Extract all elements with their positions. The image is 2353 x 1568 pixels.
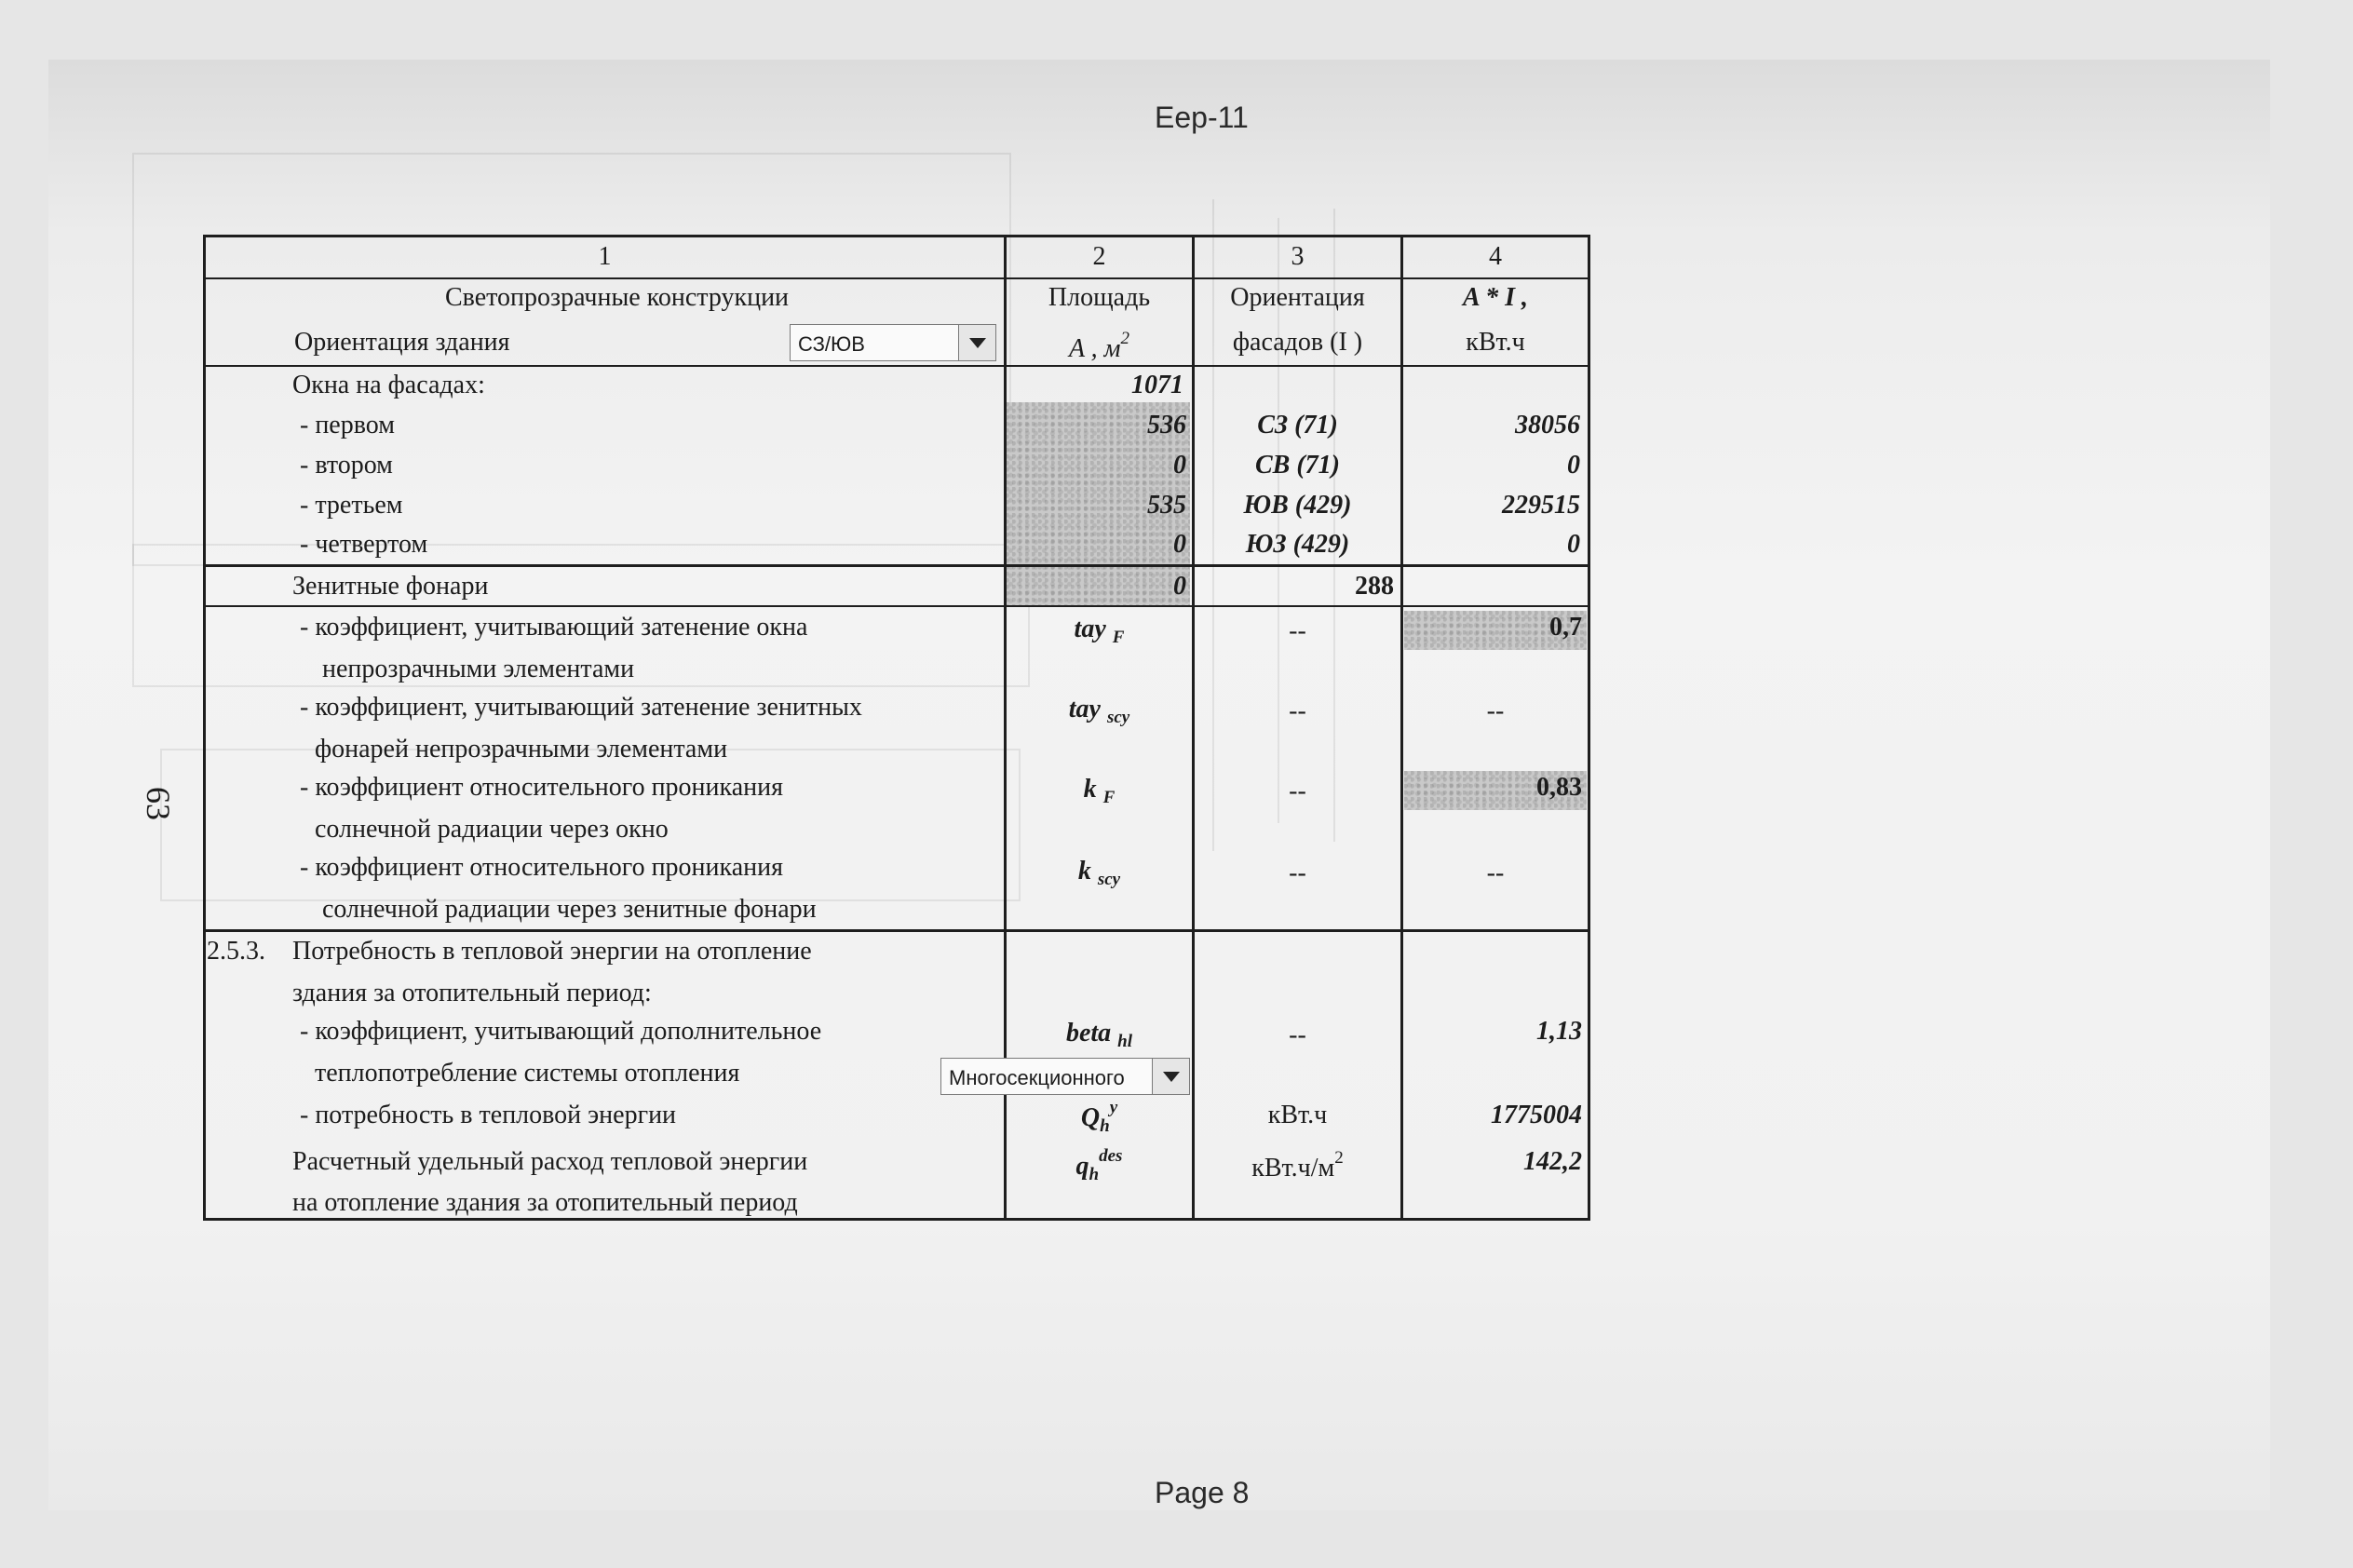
specific-line1: Расчетный удельный расход тепловой энергии — [292, 1147, 808, 1176]
header-facades: фасадов (I ) — [1232, 328, 1363, 357]
section-number: 2.5.3. — [207, 937, 265, 966]
header-kwh: кВт.ч — [1466, 328, 1525, 357]
window-row-ai: 0 — [1567, 530, 1580, 559]
beta-dash: -- — [1289, 1021, 1306, 1049]
windows-label: Окна на фасадах: — [292, 371, 485, 399]
coef-k-scy-value: -- — [1486, 858, 1505, 887]
window-row-ai: 229515 — [1502, 491, 1580, 520]
specific-value: 142,2 — [1523, 1147, 1582, 1176]
header-translucent-structures: Светопрозрачные конструкции — [445, 283, 790, 312]
coef-k-f-line2: солнечной радиации через окно — [315, 815, 669, 844]
window-row-label: - первом — [300, 411, 395, 439]
coef-k-scy-line1: - коэффициент относительного проникания — [300, 853, 783, 882]
col-number-4: 4 — [1489, 242, 1502, 271]
side-page-mark: 63 — [140, 787, 177, 820]
coef-tay-scy-line2: фонарей непрозрачными элементами — [315, 735, 728, 764]
coef-tay-scy-dash: -- — [1289, 696, 1306, 725]
chevron-down-icon[interactable] — [1152, 1059, 1189, 1094]
heating-system-select-value: Многосекционного — [949, 1066, 1125, 1089]
header-area: Площадь — [1048, 283, 1151, 312]
section-title-line1: Потребность в тепловой энергии на отопление — [292, 937, 812, 966]
coef-tay-f-line2: непрозрачными элементами — [322, 655, 635, 683]
header-orientation: Ориентация — [1230, 283, 1365, 312]
coef-tay-scy-value: -- — [1486, 696, 1505, 725]
window-row-orientation: ЮЗ (429) — [1245, 530, 1350, 559]
coef-k-f-symbol: k $_F$ — [1083, 775, 1116, 807]
beta-line2: теплопотребление системы отопления — [315, 1059, 740, 1088]
orientation-select-value: СЗ/ЮВ — [798, 332, 865, 356]
demand-label: - потребность в тепловой энергии — [300, 1101, 677, 1129]
heating-system-select[interactable] — [940, 1058, 1190, 1095]
page-footer: Page 8 — [1155, 1476, 1250, 1509]
beta-symbol: beta $_{hl}$ — [1065, 1019, 1133, 1051]
window-row-orientation: СЗ (71) — [1257, 411, 1338, 439]
header-area-unit: A , $м^2$ — [1069, 329, 1129, 363]
coef-k-scy-symbol: k $_{scy}$ — [1077, 857, 1121, 889]
window-row-orientation: СВ (71) — [1255, 451, 1340, 480]
col-number-2: 2 — [1092, 242, 1106, 271]
windows-total-area: 1071 — [1131, 371, 1183, 399]
window-row-area[interactable]: 0 — [1173, 530, 1186, 559]
demand-unit: кВт.ч — [1267, 1101, 1328, 1129]
window-row-area[interactable]: 535 — [1147, 491, 1186, 520]
coef-tay-f-dash: -- — [1289, 616, 1306, 645]
window-row-label: - четвертом — [300, 530, 428, 559]
coef-k-f-dash: -- — [1289, 777, 1306, 805]
coef-tay-scy-symbol: tay $_{scy}$ — [1068, 695, 1130, 727]
page-header: Eep-11 — [1155, 101, 1249, 134]
window-row-area[interactable]: 536 — [1147, 411, 1186, 439]
specific-symbol: $q_h^{des}$ — [1075, 1146, 1123, 1184]
coef-tay-f-symbol: tay $_F$ — [1074, 615, 1125, 647]
coef-tay-scy-line1: - коэффициент, учитывающий затенение зенитных — [300, 693, 862, 722]
coef-tay-f-value[interactable]: 0,7 — [1549, 613, 1582, 642]
coef-k-scy-dash: -- — [1289, 858, 1306, 887]
skylights-label: Зенитные фонари — [292, 572, 489, 601]
window-row-label: - третьем — [300, 491, 403, 520]
header-ai: A * I , — [1462, 283, 1529, 312]
skylights-area[interactable]: 0 — [1173, 572, 1186, 601]
orientation-label: Ориентация здания — [294, 328, 510, 357]
coef-k-scy-line2: солнечной радиации через зенитные фонари — [322, 895, 817, 924]
specific-line2: на отопление здания за отопительный период — [292, 1188, 798, 1217]
window-row-ai: 38056 — [1515, 411, 1580, 439]
orientation-select[interactable] — [790, 324, 996, 361]
beta-line1: - коэффициент, учитывающий дополнительное — [300, 1017, 822, 1046]
window-row-orientation: ЮВ (429) — [1243, 491, 1352, 520]
chevron-down-icon[interactable] — [958, 325, 995, 360]
window-row-ai: 0 — [1567, 451, 1580, 480]
window-row-area[interactable]: 0 — [1173, 451, 1186, 480]
coef-tay-f-line1: - коэффициент, учитывающий затенение окна — [300, 613, 808, 642]
col-number-1: 1 — [598, 242, 612, 271]
coef-k-f-line1: - коэффициент относительного проникания — [300, 773, 783, 802]
col-number-3: 3 — [1291, 242, 1305, 271]
demand-symbol: $Q_h^y$ — [1080, 1098, 1118, 1136]
demand-value: 1775004 — [1491, 1101, 1582, 1129]
specific-unit: $кВт.ч/м^2$ — [1251, 1148, 1344, 1183]
coef-k-f-value[interactable]: 0,83 — [1536, 773, 1582, 802]
skylights-orientation: 288 — [1355, 572, 1394, 601]
section-title-line2: здания за отопительный период: — [292, 979, 652, 1007]
beta-value: 1,13 — [1536, 1017, 1582, 1046]
window-row-label: - втором — [300, 451, 393, 480]
